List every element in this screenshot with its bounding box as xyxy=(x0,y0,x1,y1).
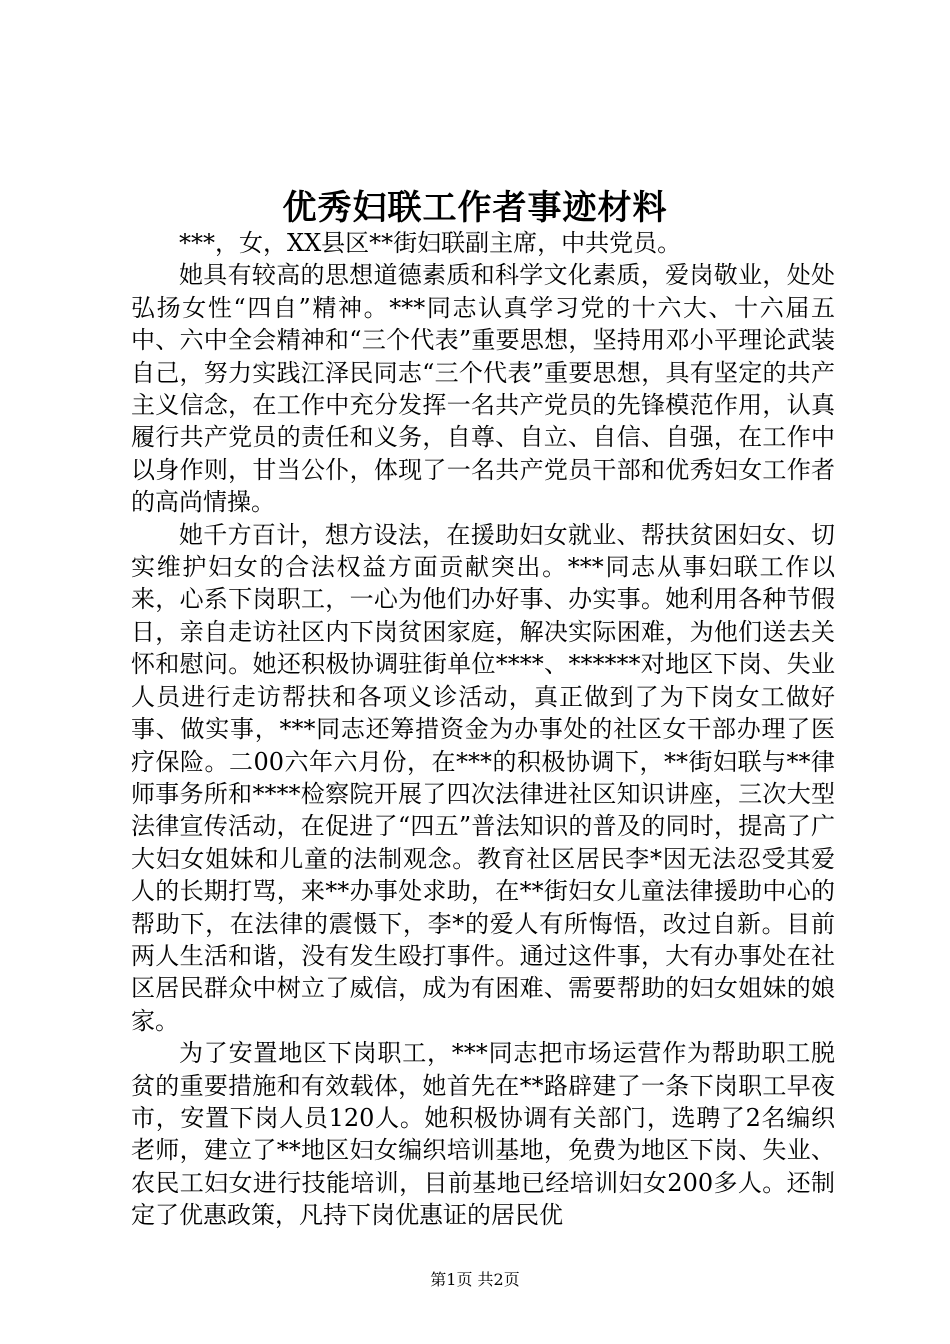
paragraph-employment-support: 她千方百计，想方设法，在援助妇女就业、帮扶贫困妇女、切实维护妇女的合法权益方面贡献突出。***同志从事妇联工作以来，心系下岗职工，一心为他们办好事、办实事。她利用各种节假日，亲自走访社区内下岗贫困家庭，解决实际困难，为他们送去关怀和慰问。她还积极协调驻街单位****、******对地区下岗、失业人员进行走访帮扶和各项义诊活动，真正做到了为下岗女工做好事、做实事，***同志还筹措资金为办事处的社区女干部办理了医疗保险。二00六年六月份，在***的积极协调下，**街妇联与**律师事务所和****检察院开展了四次法律进社区知识讲座，三次大型法律宣传活动，在促进了“四五”普法知识的普及的同时，提高了广大妇女姐妹和儿童的法制观念。教育社区居民李*因无法忍受其爱人的长期打骂，来**办事处求助，在**街妇女儿童法律援助中心的帮助下，在法律的震慑下，李*的爱人有所悔悟，改过自新。目前两人生活和谐，没有发生殴打事件。通过这件事，大有办事处在社区居民群众中树立了威信，成为有困难、需要帮助的妇女姐妹的娘家。 xyxy=(131,520,835,1035)
document-title: 优秀妇联工作者事迹材料 xyxy=(282,188,668,228)
page-footer: 第1页 共2页 xyxy=(430,1270,520,1289)
paragraph-qualities: 她具有较高的思想道德素质和科学文化素质，爱岗敬业，处处弘扬女性“四自”精神。***同志认真学习党的十六大、十六届五中、六中全会精神和“三个代表”重要思想，坚持用邓小平理论武装自己，努力实践江泽民同志“三个代表”重要思想，具有坚定的共产主义信念，在工作中充分发挥一名共产党员的先锋模范作用，认真履行共产党员的责任和义务，自尊、自立、自信、自强，在工作中以身作则，甘当公仆，体现了一名共产党员干部和优秀妇女工作者的高尚情操。 xyxy=(131,261,835,517)
document-body xyxy=(131,227,835,1232)
paragraph-intro: ***，女，XX县区**街妇联副主席，中共党员。 xyxy=(179,229,682,257)
paragraph-market-training: 为了安置地区下岗职工，***同志把市场运营作为帮助职工脱贫的重要措施和有效载体，她首先在**路辟建了一条下岗职工早夜市，安置下岗人员120人。她积极协调有关部门，选聘了2名编织老师，建立了**地区妇女编织培训基地，免费为地区下岗、失业、农民工妇女进行技能培训，目前基地已经培训妇女200多人。还制定了优惠政策，凡持下岗优惠证的居民优 xyxy=(131,1039,835,1230)
